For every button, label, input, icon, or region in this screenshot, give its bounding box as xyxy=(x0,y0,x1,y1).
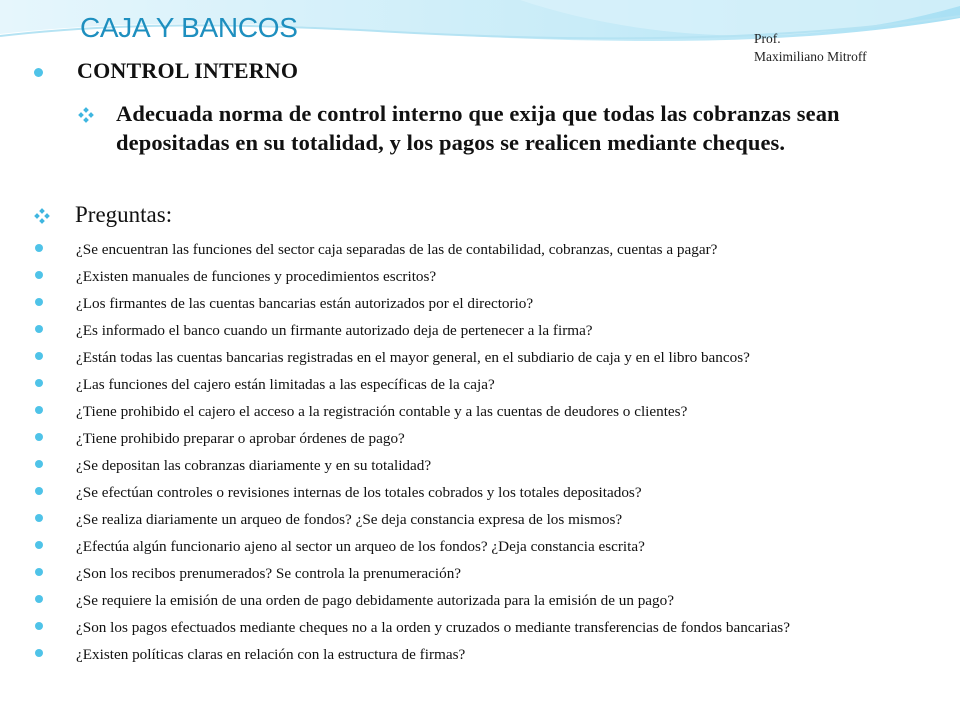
slide-title: CAJA Y BANCOS xyxy=(80,12,298,43)
bullet-dot-icon xyxy=(35,298,43,306)
question-item xyxy=(76,321,946,340)
questions-list xyxy=(0,240,960,672)
bullet-dot-icon xyxy=(35,352,43,360)
question-item xyxy=(76,294,946,313)
bullet-dot-icon xyxy=(35,649,43,657)
question-item xyxy=(76,429,946,448)
questions-heading xyxy=(75,202,172,228)
bullet-dot-icon xyxy=(35,595,43,603)
bullet-dot-icon xyxy=(35,541,43,549)
questions-heading-colon: : xyxy=(165,202,173,227)
question-text: ¿Tiene prohibido preparar o aprobar órdenes de pago? xyxy=(76,430,405,447)
author-name: Maximiliano Mitroff xyxy=(754,49,867,64)
bullet-dot-icon xyxy=(35,568,43,576)
diamond-bullet-icon xyxy=(34,208,50,224)
bullet-dot-icon xyxy=(35,514,43,522)
question-item xyxy=(76,240,946,259)
question-item xyxy=(76,402,946,421)
question-item xyxy=(76,456,946,475)
question-item xyxy=(76,510,946,529)
question-item xyxy=(76,564,946,583)
question-text: ¿Se realiza diariamente un arqueo de fondos? ¿Se deja constancia expresa de los mismos? xyxy=(76,511,623,528)
control-norm-text: Adecuada norma de control interno que exija que todas las cobranzas sean depositadas en su totalidad, y los pagos se realicen mediante cheques. xyxy=(116,101,840,155)
questions-heading-label: Preguntas xyxy=(75,202,166,227)
question-text: ¿Efectúa algún funcionario ajeno al sector un arqueo de los fondos? ¿Deja constancia escrita? xyxy=(76,538,645,555)
bullet-dot-icon xyxy=(35,271,43,279)
question-text: ¿Se efectúan controles o revisiones internas de los totales cobrados y los totales depositados? xyxy=(76,484,642,501)
question-text: ¿Los firmantes de las cuentas bancarias están autorizados por el directorio? xyxy=(76,295,534,312)
question-item xyxy=(76,483,946,502)
bullet-dot-icon xyxy=(35,406,43,414)
question-item xyxy=(76,537,946,556)
question-text: ¿Son los recibos prenumerados? Se controla la prenumeración? xyxy=(76,565,462,582)
question-text: ¿Se encuentran las funciones del sector caja separadas de las de contabilidad, cobranzas, cuentas a pagar? xyxy=(76,241,718,258)
question-text: ¿Son los pagos efectuados mediante cheques no a la orden y cruzados o mediante transferencias de fondos bancarias? xyxy=(76,619,790,636)
question-item xyxy=(76,348,946,367)
author-label xyxy=(754,30,867,66)
question-item xyxy=(76,375,946,394)
question-text: ¿Están todas las cuentas bancarias registradas en el mayor general, en el subdiario de caja y en el libro bancos? xyxy=(76,349,750,366)
bullet-dot-icon xyxy=(35,244,43,252)
question-text: ¿Existen manuales de funciones y procedimientos escritos? xyxy=(76,268,437,285)
question-text: ¿Es informado el banco cuando un firmante autorizado deja de pertenecer a la firma? xyxy=(76,322,593,339)
bullet-dot-icon xyxy=(35,379,43,387)
question-item xyxy=(76,267,946,286)
question-item xyxy=(76,591,946,610)
bullet-dot-icon xyxy=(35,325,43,333)
bullet-dot-icon xyxy=(35,487,43,495)
question-text: ¿Se requiere la emisión de una orden de pago debidamente autorizada para la emisión de un pago? xyxy=(76,592,674,609)
question-item xyxy=(76,618,946,637)
question-text: ¿Las funciones del cajero están limitadas a las específicas de la caja? xyxy=(76,376,495,393)
bullet-dot-icon xyxy=(35,622,43,630)
question-text: ¿Tiene prohibido el cajero el acceso a la registración contable y a las cuentas de deudores o clientes? xyxy=(76,403,688,420)
diamond-bullet-icon xyxy=(78,107,94,123)
section-heading: CONTROL INTERNO xyxy=(77,58,299,83)
bullet-dot-icon xyxy=(35,460,43,468)
bullet-dot-icon xyxy=(35,433,43,441)
bullet-dot-icon xyxy=(34,68,43,77)
author-prefix: Prof. xyxy=(754,31,781,46)
question-text: ¿Existen políticas claras en relación con la estructura de firmas? xyxy=(76,646,466,663)
question-item xyxy=(76,645,946,664)
question-text: ¿Se depositan las cobranzas diariamente y en su totalidad? xyxy=(76,457,432,474)
